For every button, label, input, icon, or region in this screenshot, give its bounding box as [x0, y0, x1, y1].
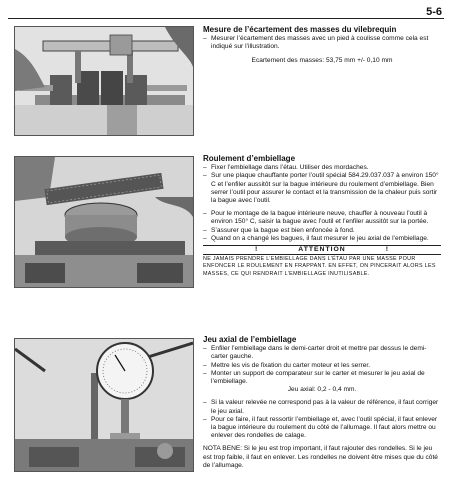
- section-title: Jeu axial de l’embiellage: [203, 335, 297, 344]
- dial-gauge-photo: [14, 338, 194, 472]
- section-crank-gap: [203, 26, 441, 65]
- bullet-item: – Pour ce faire, il faut ressortir l’embiellage et, avec l’outil spécial, il faut enlever la bague intérieure du roulement du côté de l’allumage. Il faut alors mettre ou enlever des rondelles de calage.: [203, 416, 441, 441]
- page-number: 5-6: [426, 6, 442, 18]
- bullet-item: – Pour le montage de la bague intérieure neuve, chauffer à nouveau l’outil à environ 150° C, saisir la bague avec l’outil et l’enfiler aussitôt sur la portée.: [203, 210, 441, 226]
- attention-mark: !: [255, 246, 259, 254]
- section-bearing: [203, 155, 441, 278]
- section-title: Mesure de l’écartement des masses du vilebrequin: [203, 25, 397, 34]
- bullet-item: – Quand on a changé les bagues, il faut mesurer le jeu axial de l’embiellage.: [203, 235, 441, 243]
- attention-mark: !: [385, 246, 389, 254]
- bullet-item: – S’assurer que la bague est bien enfoncée à fond.: [203, 227, 441, 235]
- nota-bene: NOTA BENE: Si le jeu est trop important, il faut rajouter des rondelles. Si le jeu est trop faible, il faut en enlever. Les rondelles ne doivent être mises que du côté de l’allumage.: [203, 445, 438, 469]
- crankshaft-caliper-photo: [14, 26, 194, 136]
- bullet-item: – Mettre les vis de fixation du carter moteur et les serrer.: [203, 362, 441, 370]
- bullet-item: – Fixer l’embiellage dans l’étau. Utiliser des mordaches.: [203, 164, 441, 172]
- bearing-tool-photo: [14, 156, 194, 288]
- warning-text: NE JAMAIS PRENDRE L’EMBIELLAGE DANS L’ÉTAU PAR UNE MASSE POUR ENFONCER LE ROULEMENT EN FRAPPANT. EN EFFET, ON PINCERAIT ALORS LES MASSES, CE QUI RENDRAIT L’EMBIELLAGE INUTILISABLE.: [203, 256, 436, 277]
- spec-value: Jeu axial: 0,2 - 0,4 mm.: [287, 386, 357, 394]
- bullet-item: – Sur une plaque chauffante porter l’outil spécial 584.29.037.037 à environ 150° C et l’enfiler aussitôt sur la bague intérieure du roulement d’embiellage. Bien serrer l’outil pour assurer le contact et la transmission de la chaleur puis sortir la bague avec l’outil.: [203, 172, 441, 205]
- section-title: Roulement d’embiellage: [203, 154, 296, 163]
- spec-value: Ecartement des masses: 53,75 mm +/- 0,10 mm: [251, 56, 393, 64]
- header-rule: [8, 18, 444, 19]
- bullet-item: – Monter un support de comparateur sur le carter et mesurer le jeu axial de l’embiellage.: [203, 370, 441, 386]
- bullet-item: – Si la valeur relevée ne correspond pas à la valeur de référence, il faut corriger le jeu axial.: [203, 399, 441, 415]
- bullet-item: – Enfiler l’embiellage dans le demi-carter droit et mettre par dessus le demi-carter gauche.: [203, 345, 441, 361]
- attention-banner: [203, 245, 441, 255]
- bullet-item: – Mesurer l’écartement des masses avec un pied à coulisse comme cela est indiqué sur l’illustration.: [203, 35, 441, 51]
- section-axial-play: [203, 336, 441, 470]
- attention-label: ATTENTION: [298, 246, 346, 254]
